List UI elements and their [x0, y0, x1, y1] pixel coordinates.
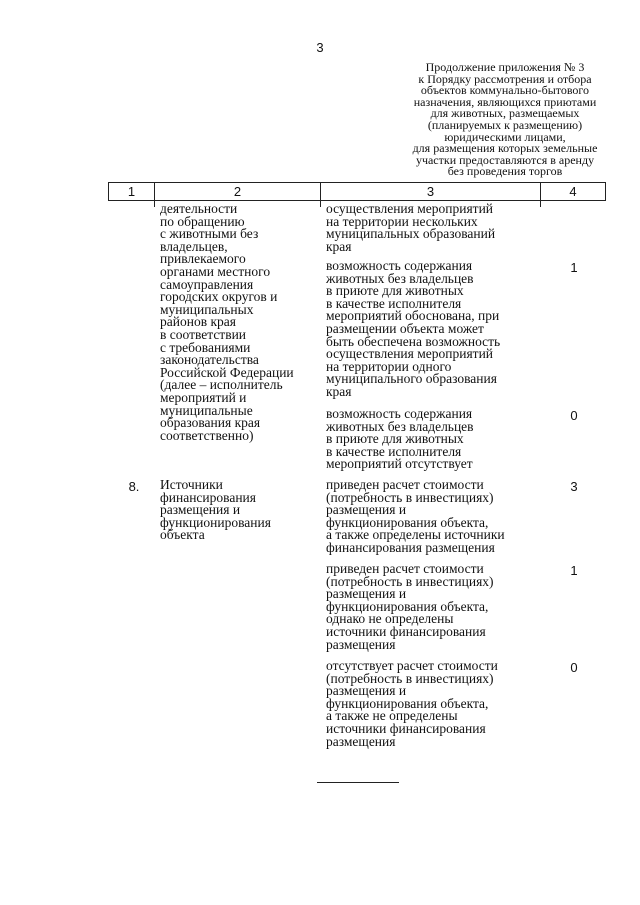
- header-line: участки предоставляются в аренду: [415, 152, 595, 167]
- criterion-line: районов края: [160, 314, 236, 330]
- score-value: 1: [570, 563, 578, 578]
- row8-option: [326, 563, 494, 651]
- option-line: размещения и: [326, 502, 407, 518]
- option-line: осуществления мероприятий: [326, 201, 494, 216]
- column-divider: [154, 201, 155, 207]
- option-line: функционирования объекта,: [326, 695, 489, 711]
- row8-criterion: [160, 479, 271, 542]
- criterion-line: функционирования: [160, 514, 271, 530]
- option-line: в качестве исполнителя: [326, 295, 462, 311]
- score-value: 0: [570, 408, 578, 423]
- row8-option: [326, 479, 505, 555]
- criterion-line: соответственно): [160, 427, 254, 443]
- criterion-line: с животными без: [160, 226, 259, 242]
- option-line: животных без владельцев: [326, 418, 474, 434]
- option-line: муниципального образования: [326, 371, 497, 387]
- option-line: размещения и: [326, 586, 407, 602]
- option-line: функционирования объекта,: [326, 598, 489, 614]
- option-line: быть обеспечена возможность: [326, 333, 501, 349]
- option-line: возможность содержания: [326, 258, 473, 273]
- option-line: финансирования размещения: [326, 539, 495, 555]
- row7-option: [326, 408, 474, 471]
- criterion-line: размещения и: [160, 502, 241, 518]
- option-line: на территории нескольких: [326, 213, 478, 229]
- criterion-line: образования края: [160, 415, 261, 431]
- option-line: края: [326, 238, 352, 254]
- criterion-line: владельцев,: [160, 238, 228, 254]
- criterion-line: привлекаемого: [160, 251, 246, 267]
- option-line: размещения: [326, 733, 396, 749]
- header-line: без проведения торгов: [447, 164, 563, 179]
- appendix-header: [390, 62, 620, 178]
- header-line: (планируемых к размещению): [427, 117, 583, 132]
- header-line: для животных, размещаемых: [430, 106, 580, 121]
- score-value: 0: [570, 660, 578, 675]
- option-line: функционирования объекта,: [326, 514, 489, 530]
- option-line: мероприятий обоснована, при: [326, 308, 500, 324]
- option-line: (потребность в инвестициях): [326, 573, 494, 589]
- option-line: муниципальных образований: [326, 226, 496, 242]
- option-line: в качестве исполнителя: [326, 443, 462, 459]
- option-line: размещения: [326, 636, 396, 652]
- option-line: (потребность в инвестициях): [326, 489, 494, 505]
- column-number: 3: [321, 183, 541, 200]
- criterion-line: (далее – исполнитель: [160, 377, 283, 393]
- option-line: источники финансирования: [326, 623, 486, 639]
- criterion-line: законодательства: [160, 352, 259, 368]
- score-value: 1: [570, 260, 578, 275]
- column-number: 4: [569, 184, 577, 199]
- header-line: Продолжение приложения № 3: [425, 60, 585, 74]
- criterion-line: муниципальных: [160, 301, 254, 317]
- option-line: приведен расчет стоимости: [326, 561, 484, 576]
- column-divider: [540, 201, 541, 207]
- criterion-line: органами местного: [160, 263, 271, 279]
- header-line: к Порядку рассмотрения и отбора: [418, 71, 592, 86]
- option-line: осуществления мероприятий: [326, 346, 494, 362]
- option-line: возможность содержания: [326, 406, 473, 421]
- criterion-line: мероприятий и: [160, 389, 247, 405]
- option-line: источники финансирования: [326, 720, 486, 736]
- criterion-line: в соответствии: [160, 326, 247, 342]
- option-line: на территории одного: [326, 358, 452, 374]
- option-line: (потребность в инвестициях): [326, 670, 494, 686]
- column-number: 1: [109, 183, 155, 200]
- header-line: назначения, являющихся приютами: [413, 94, 597, 109]
- column-number: 2: [155, 183, 321, 200]
- option-line: размещения и: [326, 683, 407, 699]
- option-line: приведен расчет стоимости: [326, 477, 484, 492]
- option-line: животных без владельцев: [326, 270, 474, 286]
- criterion-line: по обращению: [160, 213, 245, 229]
- page-number: 3: [316, 40, 324, 55]
- option-line: размещении объекта может: [326, 320, 484, 336]
- row7-option: [326, 260, 500, 399]
- row7-option: [326, 203, 495, 253]
- criterion-line: Российской Федерации: [160, 364, 294, 380]
- criterion-line: с требованиями: [160, 339, 251, 355]
- option-line: в приюте для животных: [326, 431, 464, 447]
- option-line: а также не определены: [326, 708, 458, 724]
- row-number: 8.: [128, 479, 140, 494]
- option-line: а также определены источники: [326, 527, 505, 543]
- row7-criterion: [160, 203, 294, 442]
- header-line: юридическими лицами,: [444, 129, 566, 144]
- criterion-line: финансирования: [160, 489, 256, 505]
- criterion-line: муниципальные: [160, 402, 253, 418]
- option-line: отсутствует расчет стоимости: [326, 658, 498, 673]
- end-rule: [317, 782, 399, 783]
- row8-option: [326, 660, 498, 748]
- criterion-line: объекта: [160, 527, 205, 543]
- score-value: 3: [570, 479, 578, 494]
- column-divider: [320, 201, 321, 207]
- criterion-line: самоуправления: [160, 276, 254, 292]
- option-line: мероприятий отсутствует: [326, 456, 473, 472]
- option-line: в приюте для животных: [326, 283, 464, 299]
- criterion-line: городских округов и: [160, 289, 278, 305]
- option-line: края: [326, 383, 352, 399]
- criterion-line: деятельности: [160, 201, 238, 216]
- header-line: объектов коммунально-бытового: [420, 83, 590, 98]
- header-line: для размещения которых земельные: [412, 141, 598, 156]
- criterion-line: Источники: [160, 477, 223, 492]
- option-line: однако не определены: [326, 611, 454, 627]
- column-number-row: [108, 182, 606, 201]
